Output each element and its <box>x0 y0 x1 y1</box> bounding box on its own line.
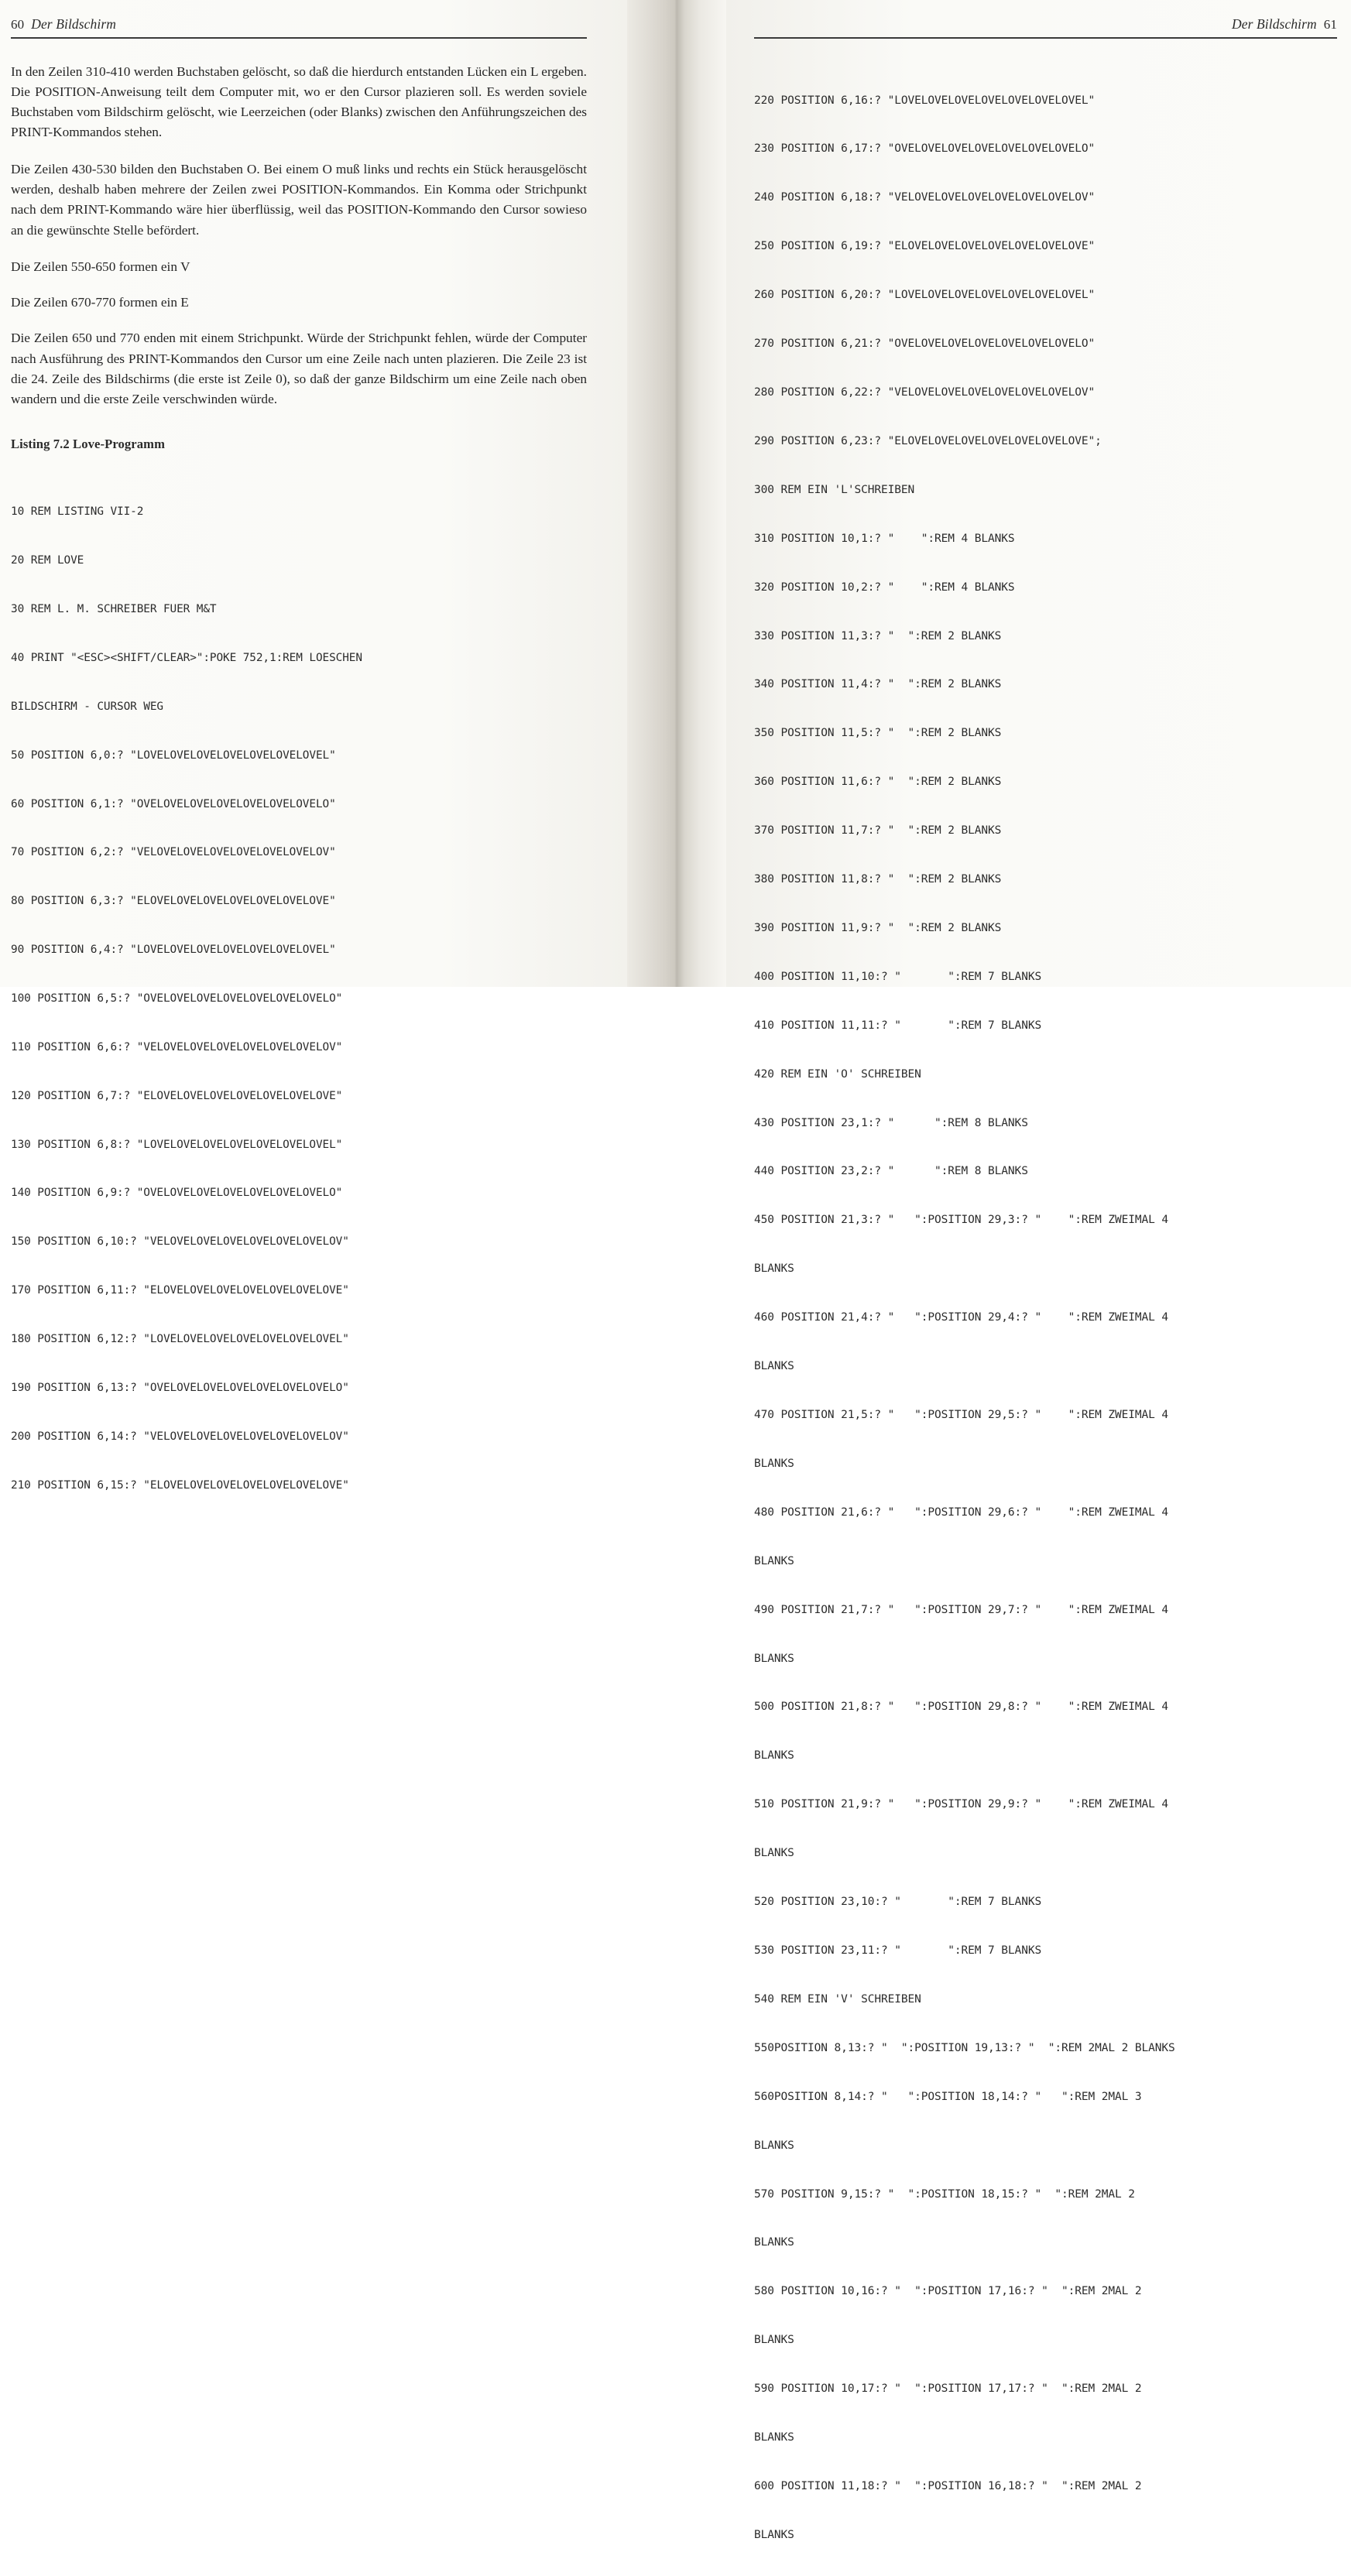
left-page-number: 60 <box>11 17 25 32</box>
left-page <box>0 0 627 1492</box>
code-line: 510 POSITION 21,9:? " ":POSITION 29,9:? " ":REM ZWEIMAL 4 <box>754 1798 1169 1811</box>
code-line: 330 POSITION 11,3:? " ":REM 2 BLANKS <box>754 629 1002 642</box>
left-code-listing <box>11 472 587 1626</box>
code-line: 430 POSITION 23,1:? " ":REM 8 BLANKS <box>754 1116 1028 1129</box>
paragraph-2: Die Zeilen 430-530 bilden den Buchstaben O. Bei einem O muß links und rechts ein Stück herausgelöscht werden, deshalb haben mehrere der Zeilen zwei POSITION-Kommandos. Ein Komma oder Strichpunkt nach dem PRINT-Kommando wäre hier überflüssig, weil das POSITION-Kommando den Cursor sowieso an die gewünschte Stelle befördert. <box>11 161 587 238</box>
code-line: BLANKS <box>754 1749 794 1762</box>
code-line: 20 REM LOVE <box>11 554 84 567</box>
code-line: 90 POSITION 6,4:? "LOVELOVELOVELOVELOVELOVELOVEL" <box>11 944 336 957</box>
code-line: 450 POSITION 21,3:? " ":POSITION 29,3:? " ":REM ZWEIMAL 4 <box>754 1214 1169 1227</box>
book-gutter-shadow <box>627 0 726 987</box>
code-line: 280 POSITION 6,22:? "VELOVELOVELOVELOVELOVELOVELOV" <box>754 385 1096 399</box>
code-line: 290 POSITION 6,23:? "ELOVELOVELOVELOVELOVELOVELOVE"; <box>754 434 1102 447</box>
code-line: 180 POSITION 6,12:? "LOVELOVELOVELOVELOVELOVELOVEL" <box>11 1333 349 1346</box>
code-line: 100 POSITION 6,5:? "OVELOVELOVELOVELOVELOVELOVELO" <box>11 992 343 1005</box>
code-line: 590 POSITION 10,17:? " ":POSITION 17,17:? " ":REM 2MAL 2 <box>754 2382 1142 2396</box>
code-line: BLANKS <box>754 1652 794 1665</box>
code-line: BLANKS <box>754 2334 794 2347</box>
code-line: 120 POSITION 6,7:? "ELOVELOVELOVELOVELOVELOVELOVE" <box>11 1089 343 1102</box>
code-line: 410 POSITION 11,11:? " ":REM 7 BLANKS <box>754 1019 1042 1032</box>
code-line: 420 REM EIN 'O' SCHREIBEN <box>754 1067 921 1081</box>
right-code-listing <box>754 60 1337 2576</box>
code-line: 310 POSITION 10,1:? " ":REM 4 BLANKS <box>754 532 1015 545</box>
code-line: 60 POSITION 6,1:? "OVELOVELOVELOVELOVELOVELOVELO" <box>11 797 336 810</box>
code-line: BLANKS <box>754 2236 794 2249</box>
code-line: 170 POSITION 6,11:? "ELOVELOVELOVELOVELOVELOVELOVE" <box>11 1284 349 1297</box>
code-line: 320 POSITION 10,2:? " ":REM 4 BLANKS <box>754 581 1015 594</box>
paragraph-4: Die Zeilen 670-770 formen ein E <box>11 295 189 310</box>
code-line: 40 PRINT "<ESC><SHIFT/CLEAR>":POKE 752,1:REM LOESCHEN <box>11 652 362 665</box>
code-line: 470 POSITION 21,5:? " ":POSITION 29,5:? " ":REM ZWEIMAL 4 <box>754 1409 1169 1421</box>
code-line: 140 POSITION 6,9:? "OVELOVELOVELOVELOVELOVELOVELO" <box>11 1187 343 1200</box>
code-line: 50 POSITION 6,0:? "LOVELOVELOVELOVELOVELOVELOVEL" <box>11 748 336 762</box>
code-line: 10 REM LISTING VII-2 <box>11 505 144 519</box>
code-line: 440 POSITION 23,2:? " ":REM 8 BLANKS <box>754 1165 1028 1178</box>
paragraph-3: Die Zeilen 550-650 formen ein V <box>11 259 190 274</box>
code-line: 200 POSITION 6,14:? "VELOVELOVELOVELOVELOVELOVELOV" <box>11 1430 349 1443</box>
code-line: 300 REM EIN 'L'SCHREIBEN <box>754 483 915 496</box>
code-line: BLANKS <box>754 1262 794 1276</box>
code-line: 110 POSITION 6,6:? "VELOVELOVELOVELOVELOVELOVELOV" <box>11 1040 343 1053</box>
code-line <box>11 1559 587 1560</box>
code-line: BLANKS <box>754 1360 794 1373</box>
code-line: BLANKS <box>754 1554 794 1567</box>
code-line: 360 POSITION 11,6:? " ":REM 2 BLANKS <box>754 776 1002 789</box>
code-line: 570 POSITION 9,15:? " ":POSITION 18,15:? " ":REM 2MAL 2 <box>754 2187 1135 2201</box>
code-line: 70 POSITION 6,2:? "VELOVELOVELOVELOVELOVELOVELOV" <box>11 846 336 859</box>
code-line: BLANKS <box>754 2139 794 2152</box>
paragraph-5: Die Zeilen 650 und 770 enden mit einem Strichpunkt. Würde der Strichpunkt fehlen, würde der Computer nach Ausführung des PRINT-Kommandos den Cursor um eine Zeile nach unten plazieren. Die Zeile 23 ist die 24. Zeile des Bildschirms (die erste ist Zeile 0), so daß der ganze Bildschirm um eine Zeile nach oben wandern und die erste Zeile verschwinden würde. <box>11 331 587 407</box>
right-page-number: 61 <box>1323 17 1337 32</box>
right-page <box>726 0 1351 2541</box>
code-line <box>11 1592 587 1593</box>
code-line: 340 POSITION 11,4:? " ":REM 2 BLANKS <box>754 678 1002 691</box>
code-line: 240 POSITION 6,18:? "VELOVELOVELOVELOVELOVELOVELOV" <box>754 191 1096 204</box>
left-running-title: Der Bildschirm <box>31 16 116 32</box>
code-line: 460 POSITION 21,4:? " ":POSITION 29,4:? " ":REM ZWEIMAL 4 <box>754 1311 1169 1324</box>
right-running-title: Der Bildschirm <box>1232 16 1317 32</box>
code-line: 380 POSITION 11,8:? " ":REM 2 BLANKS <box>754 873 1002 886</box>
code-line: 500 POSITION 21,8:? " ":POSITION 29,8:? " ":REM ZWEIMAL 4 <box>754 1701 1169 1714</box>
code-line: 260 POSITION 6,20:? "LOVELOVELOVELOVELOVELOVELOVEL" <box>754 289 1096 302</box>
code-line: 390 POSITION 11,9:? " ":REM 2 BLANKS <box>754 921 1002 934</box>
code-line: BLANKS <box>754 2431 794 2444</box>
left-header-rule <box>11 37 587 39</box>
code-line: 250 POSITION 6,19:? "ELOVELOVELOVELOVELOVELOVELOVE" <box>754 240 1096 253</box>
code-line: 80 POSITION 6,3:? "ELOVELOVELOVELOVELOVELOVELOVE" <box>11 895 336 908</box>
code-line: 520 POSITION 23,10:? " ":REM 7 BLANKS <box>754 1896 1042 1909</box>
code-line: 350 POSITION 11,5:? " ":REM 2 BLANKS <box>754 727 1002 740</box>
code-line: 600 POSITION 11,18:? " ":POSITION 16,18:? " ":REM 2MAL 2 <box>754 2479 1142 2492</box>
right-header-rule <box>754 37 1337 39</box>
code-line: 540 REM EIN 'V' SCHREIBEN <box>754 1992 921 2006</box>
code-line: 480 POSITION 21,6:? " ":POSITION 29,6:? " ":REM ZWEIMAL 4 <box>754 1506 1169 1519</box>
code-line: 550POSITION 8,13:? " ":POSITION 19,13:? " ":REM 2MAL 2 BLANKS <box>754 2041 1175 2054</box>
code-line: 370 POSITION 11,7:? " ":REM 2 BLANKS <box>754 824 1002 838</box>
left-body-text <box>11 62 587 410</box>
code-line: 30 REM L. M. SCHREIBER FUER M&T <box>11 603 217 616</box>
left-running-head <box>11 14 587 33</box>
code-line: 130 POSITION 6,8:? "LOVELOVELOVELOVELOVELOVELOVEL" <box>11 1138 343 1151</box>
code-line: 210 POSITION 6,15:? "ELOVELOVELOVELOVELOVELOVELOVE" <box>11 1478 349 1492</box>
code-line: BILDSCHIRM - CURSOR WEG <box>11 700 163 713</box>
paragraph-1: In den Zeilen 310-410 werden Buchstaben gelöscht, so daß die hierdurch entstanden Lücken ein L ergeben. Die POSITION-Anweisung teilt dem Computer mit, wo er den Cursor plazieren soll. Es werden soviele Buchstaben vom Bildschirm gelöscht, wie Leerzeichen (oder Blanks) zwischen den Anführungszeichen des PRINT-Kommandos stehen. <box>11 63 587 140</box>
code-line: BLANKS <box>754 1847 794 1860</box>
code-line: BLANKS <box>754 1457 794 1470</box>
code-line: BLANKS <box>754 2528 794 2541</box>
code-line: 530 POSITION 23,11:? " ":REM 7 BLANKS <box>754 1944 1042 1957</box>
code-line: 220 POSITION 6,16:? "LOVELOVELOVELOVELOVELOVELOVEL" <box>754 94 1096 107</box>
code-line: 270 POSITION 6,21:? "OVELOVELOVELOVELOVELOVELOVELO" <box>754 337 1096 351</box>
code-line: 560POSITION 8,14:? " ":POSITION 18,14:? " ":REM 2MAL 3 <box>754 2090 1142 2103</box>
code-line: 230 POSITION 6,17:? "OVELOVELOVELOVELOVELOVELOVELO" <box>754 142 1096 156</box>
code-line: 400 POSITION 11,10:? " ":REM 7 BLANKS <box>754 970 1042 983</box>
code-line: 580 POSITION 10,16:? " ":POSITION 17,16:? " ":REM 2MAL 2 <box>754 2285 1142 2298</box>
code-line: 150 POSITION 6,10:? "VELOVELOVELOVELOVELOVELOVELOV" <box>11 1235 349 1249</box>
code-line: 490 POSITION 21,7:? " ":POSITION 29,7:? " ":REM ZWEIMAL 4 <box>754 1603 1169 1616</box>
listing-caption: Listing 7.2 Love-Programm <box>11 436 165 451</box>
right-running-head <box>754 14 1337 33</box>
code-line: 190 POSITION 6,13:? "OVELOVELOVELOVELOVELOVELOVELO" <box>11 1381 349 1394</box>
